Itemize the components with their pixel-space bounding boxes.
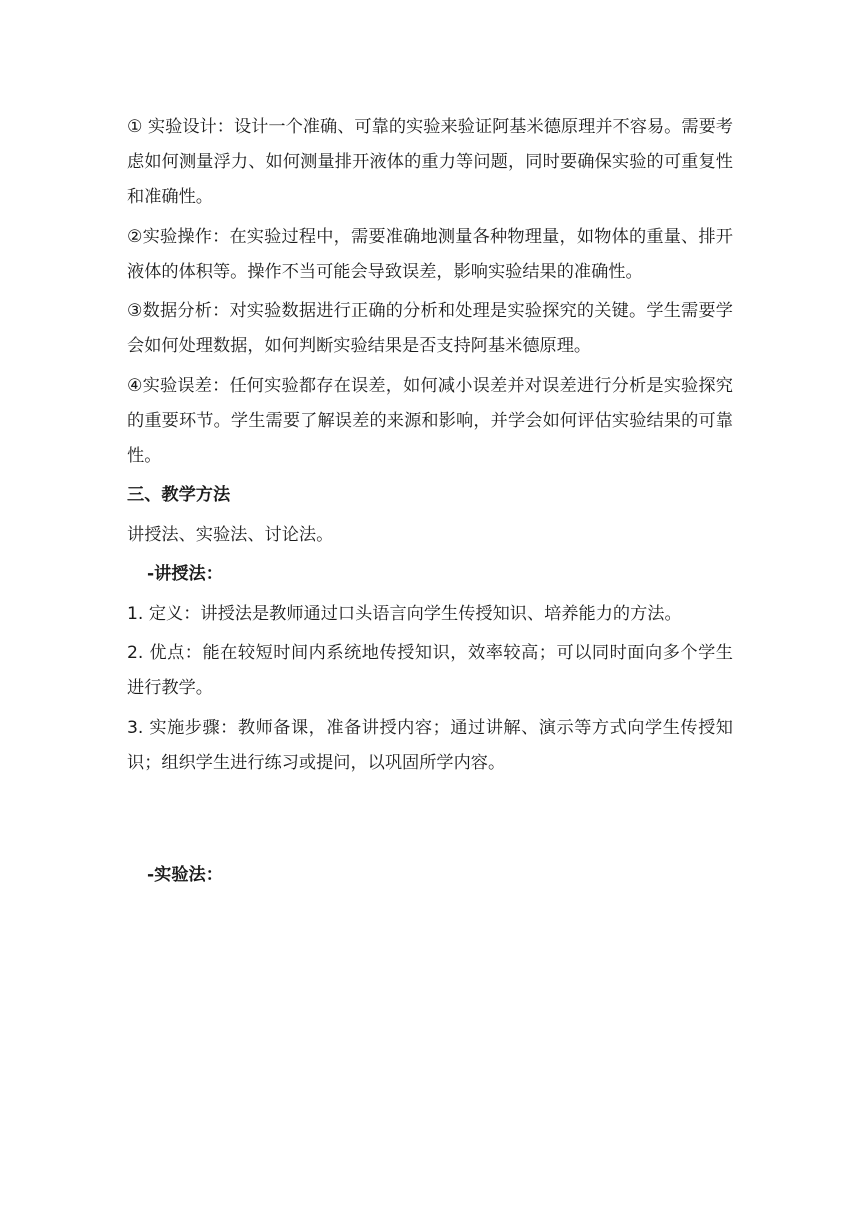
challenge-paragraph: ③数据分析：对实验数据进行正确的分析和处理是实验探究的关键。学生需要学会如何处理数据，如何判断实验结果是否支持阿基米德原理。	[127, 301, 733, 356]
challenge-paragraph: ②实验操作：在实验过程中，需要准确地测量各种物理量，如物体的重量、排开液体的体积等。操作不当可能会导致误差，影响实验结果的准确性。	[127, 226, 733, 282]
challenge-paragraph: ① 实验设计：设计一个准确、可靠的实验来验证阿基米德原理并不容易。需要考虑如何测量浮力、如何测量排开液体的重力等问题，同时要确保实验的可重复性和准确性。	[127, 117, 733, 207]
experiment-method-heading: -实验法：	[147, 865, 223, 885]
lecture-point: 1. 定义：讲授法是教师通过口头语言向学生传授知识、培养能力的方法。	[127, 603, 682, 624]
document-body	[127, 110, 733, 898]
section-heading: 三、教学方法	[127, 485, 231, 505]
lecture-method-heading: -讲授法：	[147, 564, 223, 584]
methods-intro: 讲授法、实验法、讨论法。	[127, 524, 334, 545]
lecture-point: 3. 实施步骤：教师备课，准备讲授内容；通过讲解、演示等方式向学生传授知识；组织学生进行练习或提问，以巩固所学内容。	[127, 717, 733, 773]
lecture-point: 2. 优点：能在较短时间内系统地传授知识，效率较高；可以同时面向多个学生进行教学。	[127, 643, 733, 698]
blank-spacer	[127, 785, 733, 858]
challenge-paragraph: ④实验误差：任何实验都存在误差，如何减小误差并对误差进行分析是实验探究的重要环节。学生需要了解误差的来源和影响，并学会如何评估实验结果的可靠性。	[127, 375, 733, 466]
